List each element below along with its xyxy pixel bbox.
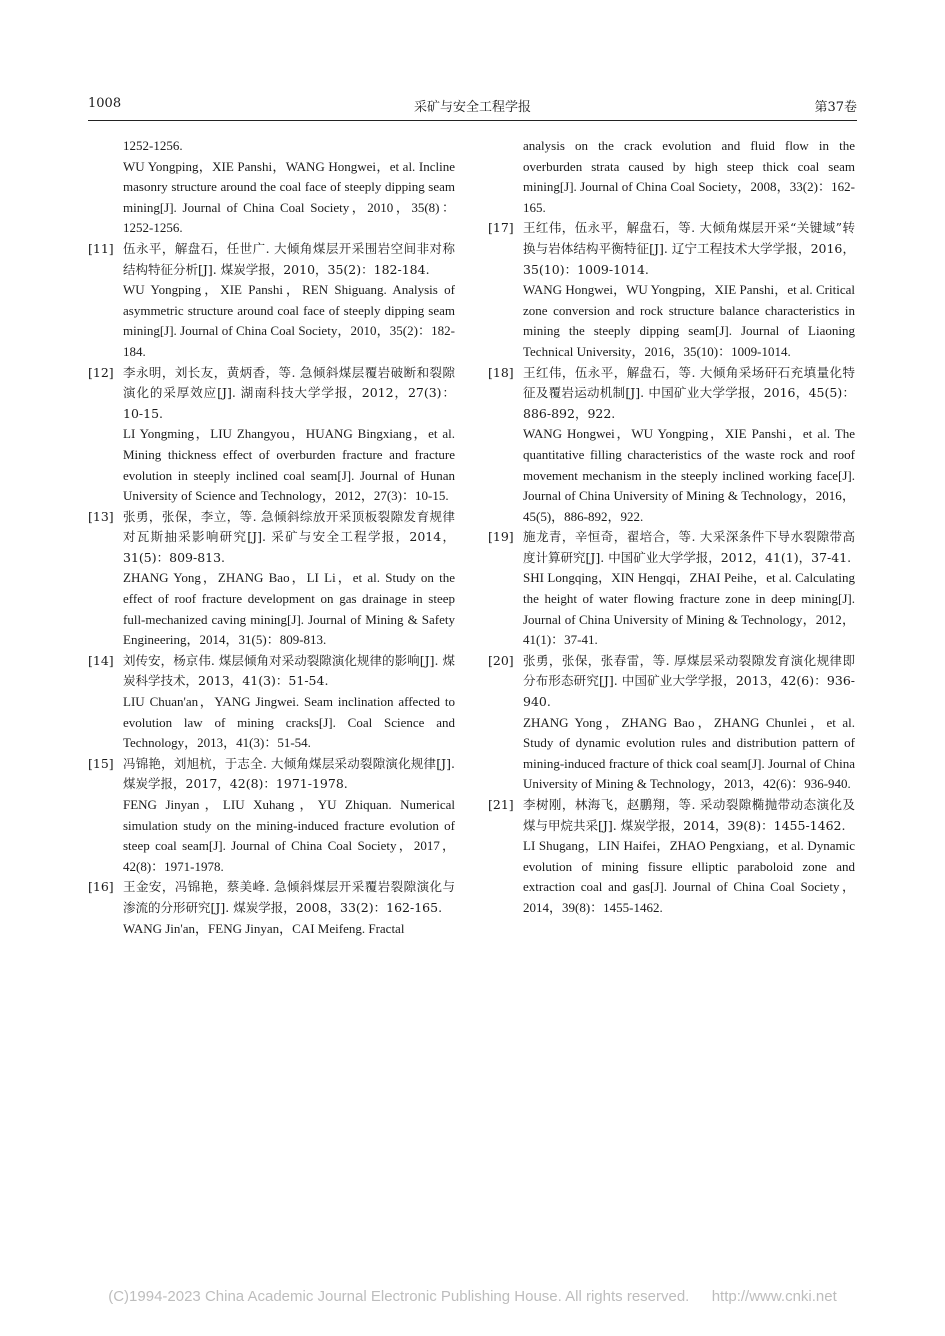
reference-text-zh: 冯锦艳，刘旭杭，于志全. 大倾角煤层采动裂隙演化规律[J]. 煤炭学报，2017，42(8)：1971-1978. bbox=[123, 755, 455, 792]
reference-text-zh: 王金安，冯锦艳，蔡美峰. 急倾斜煤层开采覆岩裂隙演化与渗流的分形研究[J]. 煤炭学报，2008，33(2)：162-165. bbox=[123, 879, 455, 915]
reference-text-en: WANG Hongwei，WU Yongping，XIE Panshi，et al. Critical zone conversion and rock structure balance characteristics in mining the steeply dipping seam[J]. Journal of Liaoning Technical University，2016，35(10)：1009-1014. bbox=[523, 282, 855, 359]
reference-number: [17] bbox=[488, 220, 514, 236]
running-header bbox=[88, 94, 857, 121]
reference-number: [14] bbox=[88, 652, 114, 668]
reference-entry bbox=[488, 651, 855, 795]
reference-entry bbox=[488, 363, 855, 528]
reference-text-zh: 王红伟，伍永平，解盘石，等. 大倾角采场矸石充填量化特征及覆岩运动机制[J]. 中国矿业大学学报，2016，45(5)：886-892，922. bbox=[523, 364, 855, 421]
cnki-link[interactable]: http://www.cnki.net bbox=[711, 1288, 837, 1305]
reference-entry bbox=[88, 363, 455, 507]
reference-text-zh: 王红伟，伍永平，解盘石，等. 大倾角煤层开采“关键域”转换与岩体结构平衡特征[J]. 辽宁工程技术大学学报，2016，35(10)：1009-1014. bbox=[523, 220, 855, 277]
reference-text-en: WU Yongping，XIE Panshi，WANG Hongwei，et al. Incline masonry structure around the coal face of steeply dipping seam mining[J]. Journal of China Coal Society，2010，35(8)：1252-1256. bbox=[123, 158, 455, 236]
volume-label: 第37卷 bbox=[814, 100, 857, 115]
reference-text-zh: 李树刚，林海飞，赵鹏翔，等. 采动裂隙椭抛带动态演化及煤与甲烷共采[J]. 煤炭学报，2014，39(8)：1455-1462. bbox=[523, 797, 855, 833]
reference-column-left bbox=[88, 136, 455, 939]
reference-text-zh: 伍永平，解盘石，任世广. 大倾角煤层开采围岩空间非对称结构特征分析[J]. 煤炭学报，2010，35(2)：182-184. bbox=[123, 240, 455, 277]
reference-text-en: ZHANG Yong，ZHANG Bao，ZHANG Chunlei，et al. Study of dynamic evolution rules and distribution pattern of mining-induced fracture of thick coal seam[J]. Journal of China University of Mining & Technology，2013，42(6)：936-940. bbox=[523, 714, 855, 792]
reference-entry bbox=[88, 507, 455, 651]
journal-title: 采矿与安全工程学报 bbox=[413, 100, 531, 115]
reference-text-zh: 施龙青，辛恒奇，翟培合，等. 大采深条件下导水裂隙带高度计算研究[J]. 中国矿业大学学报，2012，41(1)，37-41. bbox=[523, 529, 855, 565]
reference-text-zh: 李永明，刘长友，黄炳香，等. 急倾斜煤层覆岩破断和裂隙演化的采厚效应[J]. 湖南科技大学学报，2012，27(3)：10-15. bbox=[123, 364, 455, 421]
reference-text-en: LI Shugang，LIN Haifei，ZHAO Pengxiang，et al. Dynamic evolution of mining fissure elliptic paraboloid zone and extraction coal and gas[J]. Journal of China Coal Society，2014，39(8)：1455-1462. bbox=[523, 838, 855, 915]
reference-entry bbox=[488, 795, 855, 919]
reference-text-en: ZHANG Yong，ZHANG Bao，LI Li，et al. Study on the effect of roof fracture development on gas drainage in steep full-mechanized caving mining[J]. Journal of Mining & Safety Engineering，2014，31(5)：809-813. bbox=[123, 570, 455, 648]
copyright-footer bbox=[0, 1288, 945, 1305]
reference-entry bbox=[88, 754, 455, 878]
reference-number: [20] bbox=[488, 652, 514, 668]
reference-text-zh: 刘传安，杨京伟. 煤层倾角对采动裂隙演化规律的影响[J]. 煤炭科学技术，2013，41(3)：51-54. bbox=[123, 652, 455, 689]
reference-entry bbox=[488, 527, 855, 651]
reference-number: [16] bbox=[88, 879, 114, 895]
reference-entry bbox=[488, 218, 855, 362]
reference-text-en: WU Yongping，XIE Panshi，REN Shiguang. Analysis of asymmetric structure around coal face of steeply dipping seam mining[J]. Journal of China Coal Society，2010，35(2)：182-184. bbox=[123, 282, 455, 359]
reference-number: [21] bbox=[488, 797, 514, 812]
reference-entry bbox=[88, 239, 455, 363]
reference-number: [11] bbox=[88, 240, 114, 256]
page-number: 1008 bbox=[88, 96, 122, 111]
reference-text-en: FENG Jinyan，LIU Xuhang，YU Zhiquan. Numerical simulation study on the mining-induced fracture evolution of steep coal seam[J]. Journal of China Coal Society，2017，42(8)：1971-1978. bbox=[123, 797, 455, 874]
reference-text-en: WANG Hongwei，WU Yongping，XIE Panshi，et al. The quantitative filling characteristics of the waste rock and roof movement mechanism in the steeply inclined working face[J]. Journal of China University of Mining & Technology，2016，45(5)，886-892，922. bbox=[523, 426, 855, 524]
reference-number: [19] bbox=[488, 529, 514, 545]
copyright-text: (C)1994-2023 China Academic Journal Electronic Publishing House. All rights reserved. bbox=[108, 1288, 690, 1305]
reference-text-en: 1252-1256. bbox=[123, 138, 183, 153]
reference-number: [18] bbox=[488, 364, 514, 380]
reference-column-right bbox=[488, 136, 855, 919]
reference-entry bbox=[488, 136, 855, 218]
reference-entry bbox=[88, 651, 455, 754]
reference-text-zh: 张勇，张保，李立，等. 急倾斜综放开采顶板裂隙发育规律对瓦斯抽采影响研究[J]. 采矿与安全工程学报，2014，31(5)：809-813. bbox=[123, 508, 455, 565]
reference-text-zh: 张勇，张保，张春雷，等. 厚煤层采动裂隙发育演化规律即分布形态研究[J]. 中国矿业大学学报，2013，42(6)：936-940. bbox=[523, 652, 855, 710]
reference-text-en: LI Yongming，LIU Zhangyou，HUANG Bingxiang，et al. Mining thickness effect of overburden fracture and fracture evolution in steeply inclined coal seam[J]. Journal of Hunan University of Science and Technology，2012，27(3)：10-15. bbox=[123, 426, 455, 504]
reference-text-en: WANG Jin'an，FENG Jinyan，CAI Meifeng. Fractal bbox=[123, 920, 405, 936]
reference-text-en: analysis on the crack evolution and fluid flow in the overburden strata caused by high steep thick coal seam mining[J]. Journal of China Coal Society，2008，33(2)：162-165. bbox=[523, 138, 855, 215]
reference-entry bbox=[88, 136, 455, 239]
reference-text-en: SHI Longqing，XIN Hengqi，ZHAI Peihe，et al. Calculating the height of water flowing fracture zone in deep mining[J]. Journal of China University of Mining & Technology，2012，41(1)：37-41. bbox=[523, 570, 855, 648]
reference-number: [12] bbox=[88, 364, 114, 380]
reference-number: [15] bbox=[88, 755, 114, 771]
reference-text-en: LIU Chuan'an，YANG Jingwei. Seam inclination affected to evolution law of mining cracks[J]. Coal Science and Technology，2013，41(3)：51-54. bbox=[123, 694, 455, 751]
reference-entry bbox=[88, 877, 455, 939]
reference-number: [13] bbox=[88, 508, 114, 524]
